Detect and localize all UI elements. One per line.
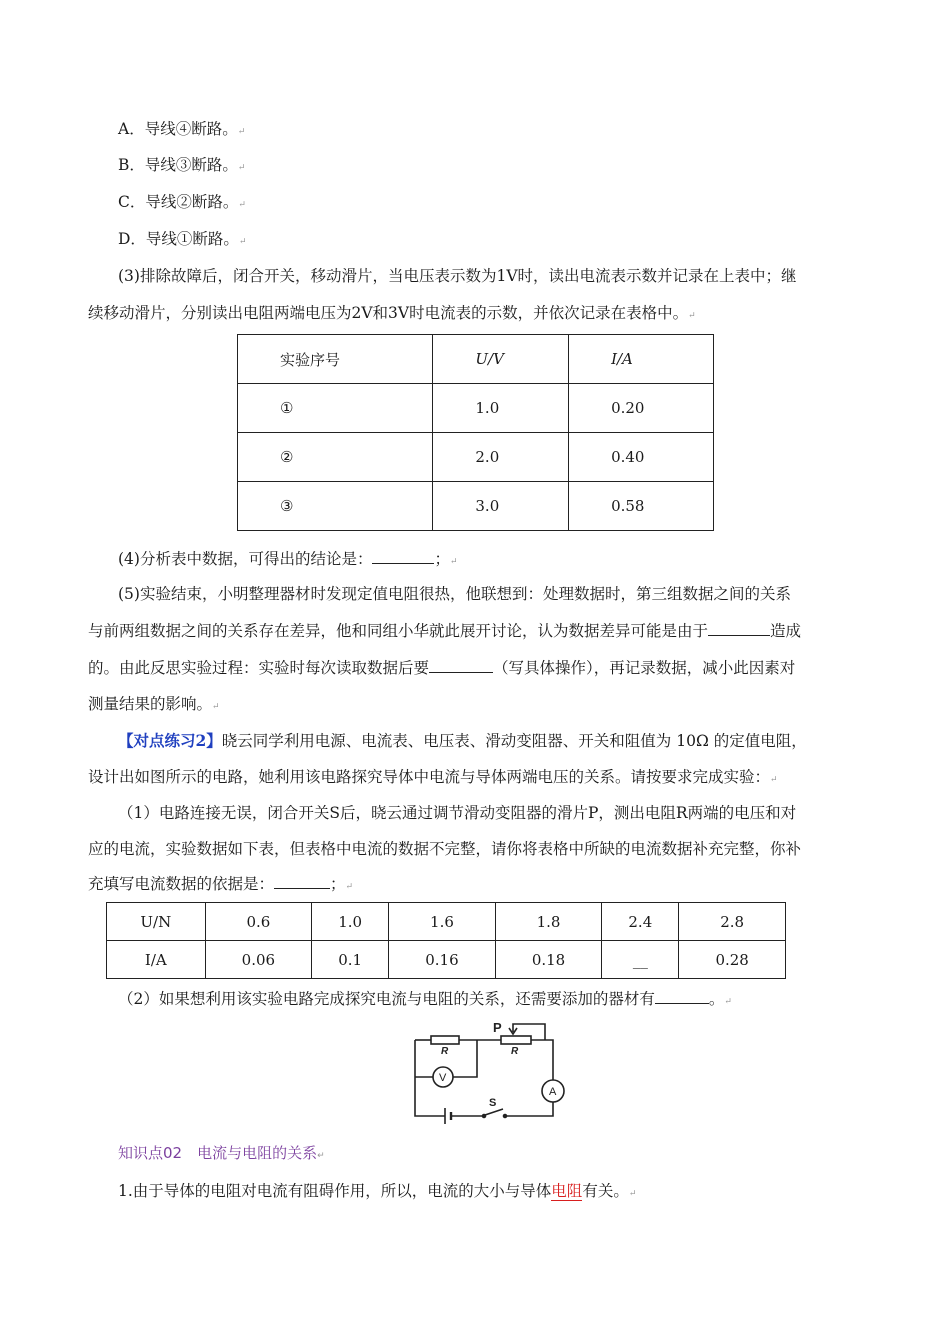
table-cell: 2.0 xyxy=(433,433,569,482)
table-row xyxy=(238,482,714,531)
table-row xyxy=(238,433,714,482)
table-cell: U/N xyxy=(107,903,206,941)
table-cell: 0.6 xyxy=(205,903,312,941)
table-cell: 1.8 xyxy=(495,903,602,941)
table-cell: ③ xyxy=(238,482,433,531)
practice2-line2: 设计出如图所示的电路，她利用该电路探究导体中电流与导体两端电压的关系。请按要求完成实验：↵ xyxy=(88,768,778,786)
label-r2: R xyxy=(511,1046,519,1057)
circuit-diagram xyxy=(405,1020,580,1125)
practice2-p2: （2）如果想利用该实验电路完成探究电流与电阻的关系，还需要添加的器材有 。↵ xyxy=(118,990,732,1008)
missing-value-cell[interactable]: __ xyxy=(602,941,679,979)
knowledge-title: 知识点02 电流与电阻的关系↵ xyxy=(118,1144,325,1162)
practice2-p1-line2: 应的电流，实验数据如下表，但表格中电流的数据不完整，请你将表格中所缺的电流数据补充完整，你补 xyxy=(88,840,802,858)
label-v: V xyxy=(439,1072,447,1084)
table-row xyxy=(238,384,714,433)
table-header-cell: U/V xyxy=(433,335,569,384)
practice2-line1: 【对点练习2】晓云同学利用电源、电流表、电压表、滑动变阻器、开关和阻值为 10Ω 的定值电阻， xyxy=(118,731,807,750)
q4-line: (4)分析表中数据，可得出的结论是： ；↵ xyxy=(118,550,458,568)
resistor-r xyxy=(431,1036,459,1044)
table-cell: 0.28 xyxy=(679,941,786,979)
answer-blank[interactable] xyxy=(429,657,493,673)
table-cell: 0.06 xyxy=(205,941,312,979)
practice2-p1-line1: （1）电路连接无误，闭合开关S后，晓云通过调节滑动变阻器的滑片P，测出电阻R两端的电压和对 xyxy=(118,804,797,822)
table-cell: 0.40 xyxy=(569,433,714,482)
table-cell: 1.0 xyxy=(433,384,569,433)
label-s: S xyxy=(489,1097,497,1109)
table-cell: ② xyxy=(238,433,433,482)
data-table-2 xyxy=(106,902,786,979)
table-header-cell: 实验序号 xyxy=(238,335,433,384)
answer-blank[interactable] xyxy=(655,988,709,1004)
table-cell: 1.6 xyxy=(389,903,496,941)
answer-text: 电阻 xyxy=(551,1182,583,1200)
table-cell: 1.0 xyxy=(312,903,389,941)
table-cell: 0.20 xyxy=(569,384,714,433)
label-a: A xyxy=(549,1086,557,1098)
table-cell: 0.58 xyxy=(569,482,714,531)
q3-line2: 续移动滑片，分别读出电阻两端电压为2V和3V时电流表的示数，并依次记录在表格中。↵ xyxy=(88,304,696,322)
table-cell: I/A xyxy=(107,941,206,979)
practice2-p1-line3: 充填写电流数据的依据是： ；↵ xyxy=(88,875,354,893)
option-a: A．导线④断路。↵ xyxy=(118,120,246,138)
answer-blank[interactable] xyxy=(372,548,434,564)
option-b: B．导线③断路。↵ xyxy=(118,156,246,174)
q5-line4: 测量结果的影响。↵ xyxy=(88,695,220,713)
q5-line3: 的。由此反思实验过程：实验时每次读取数据后要 （写具体操作），再记录数据，减小此因素对 xyxy=(88,659,796,677)
q5-line2: 与前两组数据之间的关系存在差异，他和同组小华就此展开讨论，认为数据差异可能是由于 造成 xyxy=(88,622,802,640)
table-cell: 0.1 xyxy=(312,941,389,979)
label-p: P xyxy=(493,1020,502,1035)
answer-blank[interactable] xyxy=(274,873,330,889)
table-row xyxy=(107,941,786,979)
answer-blank[interactable] xyxy=(708,620,770,636)
rheostat xyxy=(501,1036,531,1044)
table-cell: 3.0 xyxy=(433,482,569,531)
table-row xyxy=(107,903,786,941)
table-cell: 2.8 xyxy=(679,903,786,941)
option-d: D．导线①断路。↵ xyxy=(118,230,247,248)
table-cell: 0.16 xyxy=(389,941,496,979)
q5-line1: (5)实验结束，小明整理器材时发现定值电阻很热，他联想到：处理数据时，第三组数据之间的关系 xyxy=(118,585,791,603)
table-cell: 0.18 xyxy=(495,941,602,979)
option-c: C．导线②断路。↵ xyxy=(118,193,246,211)
knowledge-line1: 1.由于导体的电阻对电流有阻碍作用，所以，电流的大小与导体电阻有关。↵ xyxy=(118,1182,637,1200)
table-header-row xyxy=(238,335,714,384)
practice-label: 【对点练习2】 xyxy=(118,731,222,750)
data-table-1 xyxy=(237,334,714,531)
q3-line1: (3)排除故障后，闭合开关，移动滑片，当电压表示数为1V时，读出电流表示数并记录在上表中；继 xyxy=(118,267,797,285)
table-cell: 2.4 xyxy=(602,903,679,941)
table-cell: ① xyxy=(238,384,433,433)
label-r1: R xyxy=(441,1046,449,1057)
table-header-cell: I/A xyxy=(569,335,714,384)
